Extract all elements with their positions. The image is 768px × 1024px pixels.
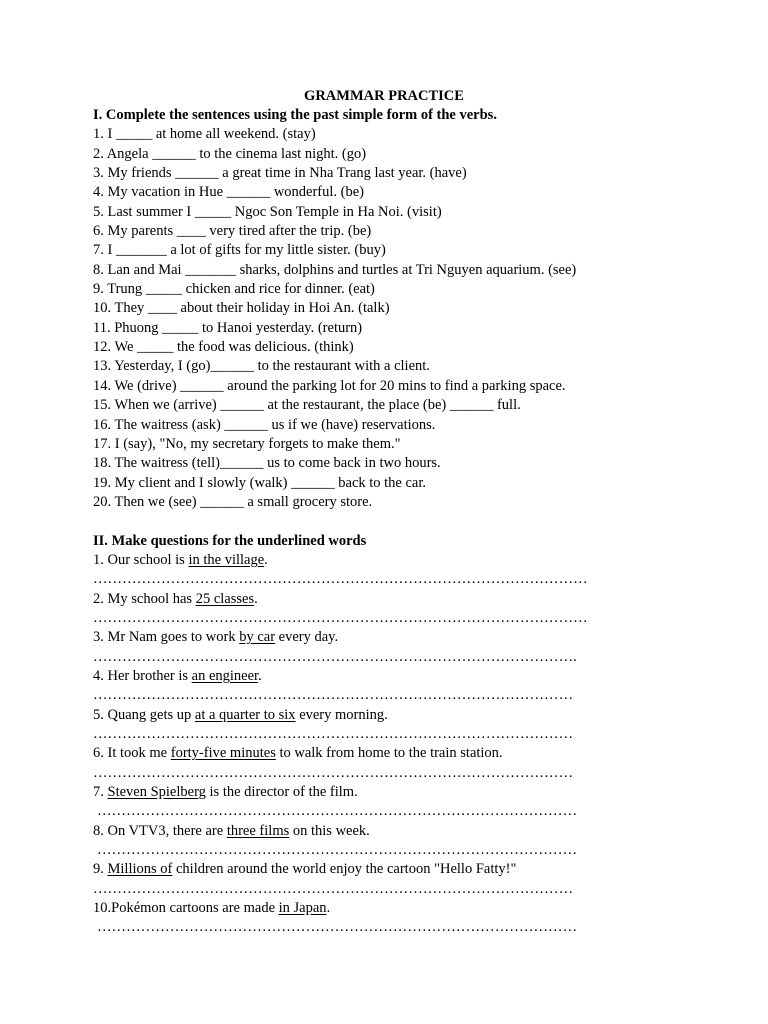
answer-line[interactable]: ………………………………………………………………………………………… <box>93 571 588 588</box>
question-text: 4. Her brother is <box>93 667 192 684</box>
exercise-item: 4. My vacation in Hue ______ wonderful. (be) <box>93 184 365 201</box>
question-text: 1. Our school is <box>93 551 189 568</box>
question-text: 10.Pokémon cartoons are made <box>93 900 279 917</box>
underlined-words: Millions of <box>107 861 173 878</box>
question-text: 9. <box>93 861 108 878</box>
spacer <box>93 512 733 531</box>
question-text-end: every day. <box>275 629 339 646</box>
question-item <box>93 667 733 686</box>
question-item <box>93 783 733 802</box>
section-1-list <box>93 125 733 512</box>
exercise-item: 1. I _____ at home all weekend. (stay) <box>93 126 316 143</box>
question-item <box>93 590 733 609</box>
exercise-item: 6. My parents ____ very tired after the trip. (be) <box>93 223 372 240</box>
exercise-item: 2. Angela ______ to the cinema last night. (go) <box>93 145 367 162</box>
worksheet-content <box>93 106 733 938</box>
answer-line[interactable]: ………………………………………………………………………………………. <box>93 648 577 665</box>
exercise-item: 10. They ____ about their holiday in Hoi An. (talk) <box>93 300 390 317</box>
underlined-words: by car <box>239 629 276 646</box>
question-text-end: . <box>264 551 268 568</box>
underlined-words: an engineer <box>191 667 259 684</box>
underlined-words: 25 classes <box>195 590 255 607</box>
question-text: 8. On VTV3, there are <box>93 822 227 839</box>
exercise-item: 8. Lan and Mai _______ sharks, dolphins and turtles at Tri Nguyen aquarium. (see) <box>93 261 577 278</box>
underlined-words: at a quarter to six <box>194 706 296 723</box>
section-2-list <box>93 551 733 938</box>
exercise-item: 12. We _____ the food was delicious. (think) <box>93 339 354 356</box>
answer-line[interactable]: ……………………………………………………………………………………… <box>93 726 574 742</box>
exercise-item: 9. Trung _____ chicken and rice for dinner. (eat) <box>93 281 375 298</box>
underlined-words: in the village <box>188 551 265 568</box>
exercise-item: 3. My friends ______ a great time in Nha Trang last year. (have) <box>93 165 467 182</box>
question-text-end: children around the world enjoy the cartoon "Hello Fatty!" <box>172 861 517 878</box>
question-item <box>93 706 733 725</box>
question-text-end: is the director of the film. <box>205 784 358 801</box>
exercise-item: 14. We (drive) ______ around the parking lot for 20 mins to find a parking space. <box>93 377 566 394</box>
question-item <box>93 551 733 570</box>
question-text: 3. Mr Nam goes to work <box>93 629 240 646</box>
underlined-words: forty-five minutes <box>170 745 276 762</box>
exercise-item: 18. The waitress (tell)______ us to come back in two hours. <box>93 455 441 472</box>
exercise-item: 5. Last summer I _____ Ngoc Son Temple in Ha Noi. (visit) <box>93 203 442 220</box>
answer-line[interactable]: ……………………………………………………………………………………… <box>97 803 578 820</box>
question-item <box>93 899 733 918</box>
question-text: 7. <box>93 784 108 801</box>
question-text-end: on this week. <box>289 822 370 839</box>
page-title: GRAMMAR PRACTICE <box>304 88 464 104</box>
question-text-end: every morning. <box>295 706 388 723</box>
exercise-item: 20. Then we (see) ______ a small grocery store. <box>93 493 373 510</box>
question-text-end: . <box>258 667 262 684</box>
answer-line[interactable]: ……………………………………………………………………………………… <box>93 764 574 781</box>
answer-line[interactable]: ……………………………………………………………………………………… <box>93 687 574 704</box>
question-item <box>93 822 733 841</box>
question-item <box>93 628 733 647</box>
section-1-heading: I. Complete the sentences using the past simple form of the verbs. <box>93 107 497 123</box>
exercise-item: 13. Yesterday, I (go)______ to the restaurant with a client. <box>93 358 430 375</box>
section-2-heading: II. Make questions for the underlined words <box>93 532 367 549</box>
underlined-words: three films <box>226 822 290 839</box>
question-text-end: to walk from home to the train station. <box>275 745 503 762</box>
underlined-words: Steven Spielberg <box>107 784 206 801</box>
question-text: 2. My school has <box>93 590 196 607</box>
question-text-end: . <box>254 590 258 607</box>
answer-line[interactable]: ……………………………………………………………………………………… <box>97 919 578 936</box>
underlined-words: in Japan <box>278 900 327 917</box>
question-text: 5. Quang gets up <box>93 706 195 723</box>
exercise-item: 7. I _______ a lot of gifts for my little sister. (buy) <box>93 242 386 259</box>
answer-line[interactable]: ………………………………………………………………………………………… <box>93 609 588 626</box>
exercise-item: 16. The waitress (ask) ______ us if we (have) reservations. <box>93 416 436 433</box>
question-text: 6. It took me <box>93 745 171 762</box>
question-item <box>93 860 733 879</box>
exercise-item: 19. My client and I slowly (walk) ______ back to the car. <box>93 474 427 491</box>
answer-line[interactable]: ……………………………………………………………………………………… <box>97 842 578 859</box>
exercise-item: 11. Phuong _____ to Hanoi yesterday. (return) <box>93 319 363 336</box>
exercise-item: 17. I (say), "No, my secretary forgets to make them." <box>93 435 401 452</box>
exercise-item: 15. When we (arrive) ______ at the restaurant, the place (be) ______ full. <box>93 397 521 414</box>
question-text-end: . <box>326 900 331 917</box>
answer-line[interactable]: ……………………………………………………………………………………… <box>93 880 574 897</box>
question-item <box>93 744 733 763</box>
